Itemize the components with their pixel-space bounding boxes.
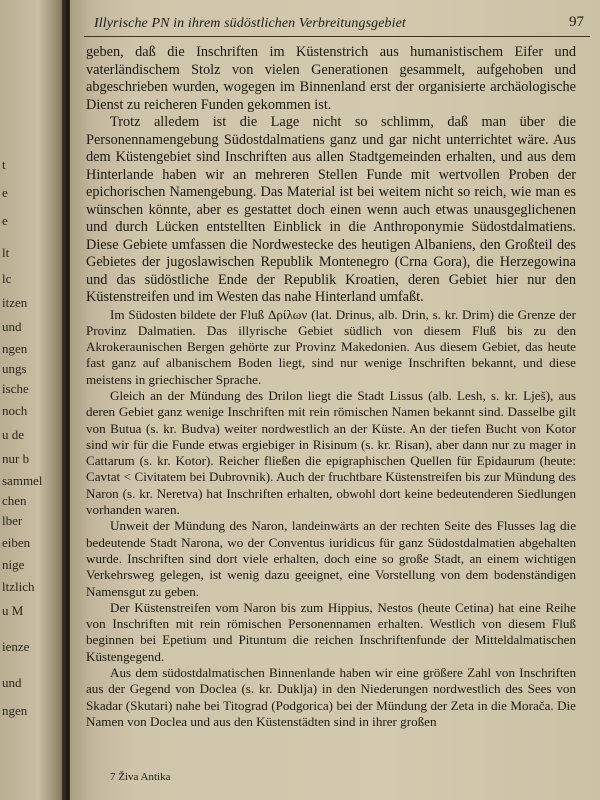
left-page-fragment: und <box>2 319 22 334</box>
left-page-fragment: und <box>2 675 22 690</box>
left-page-fragment: ngen <box>2 703 28 718</box>
left-page-fragment: ungs <box>2 361 27 376</box>
book-page <box>70 0 600 800</box>
page-body <box>86 44 576 730</box>
left-page-fragment: e <box>2 213 8 228</box>
left-page-fragment: ienze <box>2 639 30 654</box>
left-page-fragment: nige <box>2 557 25 572</box>
paragraph: Im Südosten bildete der Fluß Δρίλων (lat. Drinus, alb. Drin, s. kr. Drim) die Grenze der Provinz Dalmatien. Das illyrische Gebiet südlich von diesem Fluß bis zu den Akrokeraunischen Bergen gehörte zur Provinz Makedonien. Aus diesem Gebiet, das heute fast ganz auf albanischem Boden liegt, sind nur wenige Inschriften bekannt, und diese meistens in griechischer Sprache. <box>86 306 576 387</box>
paragraph: Trotz alledem ist die Lage nicht so schlimm, daß man über die Personennamengebung Südostdalmatiens ganz und gar nicht unterrichtet wäre. Aus dem Küstengebiet sind Inschriften aus allen Stadtgemeinden erhalten, und aus dem Hinterlande haben wir an mehreren Stellen Funde mit wertvollen Proben der epichorischen Namengebung. Das Material ist bei weitem nicht so reich, wie man es wünschen könnte, aber es gestattet doch einen wenn auch etwas unausgeglichenen und durch Lücken entstellten Einblick in die Anthroponymie Südostdalmatiens. Diese Gebiete umfassen die Nordwestecke des heutigen Albaniens, den Großteil des Gebietes der jugoslawischen Republik Montenegro (Crna Gora), die Herzegowina und das südöstliche Ende der Republik Kroatien, deren Gebiet hier nur den Küstenstreifen und im Westen das nahe Hinterland umfaßt. <box>86 114 576 305</box>
paragraph: Gleich an der Mündung des Drilon liegt die Stadt Lissus (alb. Lesh, s. kr. Lješ), aus deren Gebiet ganz wenige Inschriften mit rein römischen Namen bekannt sind. Dasselbe gilt von Butua (s. kr. Budva) weiter nordwestlich an der Küste. An der tiefen Bucht von Kotor sind wir für die Funde etwas ergiebiger in Risinum (s. kr. Risan), aber dann nur zu mager in Cattarum (s. kr. Kotor). Reicher fließen die epigraphischen Quellen für Epidaurum (heute: Cavtat < Civitatem bei Dubrovnik). Auch der fruchtbare Küstenstreifen bis zur Mündung des Naron (s. kr. Neretva) hat Inschriften erhalten, obwohl dort keine bedeutenderen Siedlungen vorhanden waren. <box>86 387 576 518</box>
paragraph: geben, daß die Inschriften im Küstenstrich aus humanistischem Eifer und vaterländischem Stolz von vielen Generationen gesammelt, aufgehoben und abgeschrieben wurden, wogegen im Binnenland erst der organisierte archäologische Dienst zu reicheren Funden gekommen ist. <box>86 44 576 113</box>
left-page-fragment: itzen <box>2 295 28 310</box>
left-page-fragment: nur b <box>2 451 30 466</box>
paragraph: Unweit der Mündung des Naron, landeinwärts an der rechten Seite des Flusses lag die bedeutende Stadt Narona, wo der Conventus iuridicus für ganz Südostdalmatien abgehalten wurde. Inschriften sind dort viele erhalten, doch eine so große Stadt, an einem wichtigen Verkehrsweg gelegen, ist wenig dazu geeignet, eine Vorstellung von dem bodenständigen Namensgut zu geben. <box>86 518 576 599</box>
left-page-fragment: ische <box>2 381 29 396</box>
left-page-fragment: eiben <box>2 535 31 550</box>
running-header <box>84 14 590 37</box>
left-page-fragment: u M <box>2 603 24 618</box>
running-title: Illyrische PN in ihrem südöstlichen Verbreitungsgebiet <box>94 16 406 31</box>
page-number: 97 <box>569 14 584 30</box>
left-page-fragment: chen <box>2 493 27 508</box>
paragraph: Aus dem südostdalmatischen Binnenlande haben wir eine größere Zahl von Inschriften aus der Gegend von Doclea (s. kr. Duklja) in den Niederungen nordwestlich des Sees von Skadar (Skutari) nahe bei Titograd (Podgorica) bei der Mündung der Zeta in die Morača. Die Namen von Doclea und aus den Küstenstädten sind in ihrer großen <box>86 665 576 729</box>
previous-page-edge <box>0 0 70 800</box>
left-page-fragment: u de <box>2 427 25 442</box>
left-page-fragment: lber <box>2 513 23 528</box>
signature-mark: 7 Živa Antika <box>110 771 171 783</box>
left-page-fragment: t <box>2 157 6 172</box>
left-page-fragment: sammel <box>2 473 43 488</box>
left-page-fragment: lc <box>2 271 12 286</box>
left-page-fragment: ltzlich <box>2 579 35 594</box>
left-page-fragment: noch <box>2 403 28 418</box>
left-page-fragment: lt <box>2 245 10 260</box>
left-page-fragment: e <box>2 185 8 200</box>
paragraph: Der Küstenstreifen vom Naron bis zum Hippius, Nestos (heute Cetina) hat eine Reihe von Inschriften mit rein römischen Personennamen erhalten. Westlich von diesem Fluß beginnen bei Epetium und Pituntum die reichen Inschriftenfunde der Mitteldalmatischen Küstengegend. <box>86 599 576 664</box>
left-page-fragment: ngen <box>2 341 28 356</box>
